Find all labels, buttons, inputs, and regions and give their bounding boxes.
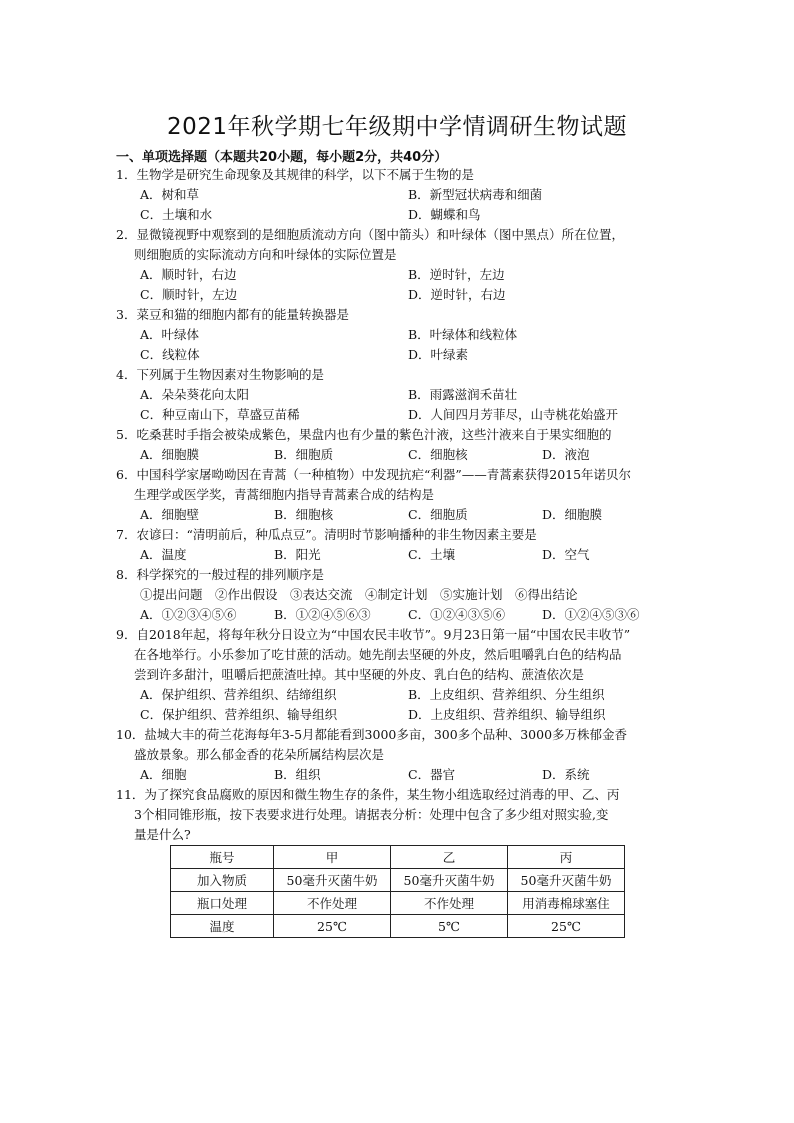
answer-option: C．细胞质 <box>408 507 468 522</box>
option-row <box>116 765 676 785</box>
answer-option: A．细胞壁 <box>140 507 200 522</box>
option-row <box>116 705 676 725</box>
option-row <box>116 685 676 705</box>
answer-option: D．蝴蝶和鸟 <box>408 207 481 222</box>
answer-option: B．新型冠状病毒和细菌 <box>408 187 543 202</box>
table-header-cell: 乙 <box>391 846 508 869</box>
question-stem-line: 3个相同锥形瓶，按下表要求进行处理。请据表分析：处理中包含了多少组对照实验,变 <box>134 807 609 822</box>
answer-option: B．细胞核 <box>274 507 334 522</box>
answer-option: A．温度 <box>140 547 187 562</box>
table-cell: 瓶口处理 <box>171 892 274 915</box>
answer-option: D．叶绿素 <box>408 347 469 362</box>
answer-option: C．种豆南山下，草盛豆苗稀 <box>140 407 300 422</box>
answer-option: D．人间四月芳菲尽，山寺桃花始盛开 <box>408 407 619 422</box>
answer-option: D．①②④⑤③⑥ <box>542 607 640 622</box>
answer-option: A．树和草 <box>140 187 200 202</box>
answer-option: B．叶绿体和线粒体 <box>408 327 518 342</box>
question-item <box>116 425 676 465</box>
option-row <box>116 505 676 525</box>
question-stem-line: 在各地举行。小乐参加了吃甘蔗的活动。她先削去坚硬的外皮，然后咀嚼乳白色的结构品 <box>134 647 622 662</box>
answer-option: C．①②④③⑤⑥ <box>408 607 506 622</box>
answer-option: C．线粒体 <box>140 347 200 362</box>
table-cell: 不作处理 <box>391 892 508 915</box>
answer-option: C．顺时针，左边 <box>140 287 238 302</box>
question-stem-line: 6．中国科学家屠呦呦因在青蒿（一种植物）中发现抗疟“利器”——青蒿素获得2015年诺贝尔 <box>116 467 632 482</box>
question-list <box>116 165 676 845</box>
answer-option: B．逆时针，左边 <box>408 267 505 282</box>
question-stem-line: 9．自2018年起，将每年秋分日设立为“中国农民丰收节”。9月23日第一届“中国农民丰收节” <box>116 627 631 642</box>
option-row <box>116 185 676 205</box>
question-item <box>116 165 676 225</box>
answer-option: D．逆时针，右边 <box>408 287 506 302</box>
answer-option: A．顺时针，右边 <box>140 267 237 282</box>
question-stem-line: 10．盐城大丰的荷兰花海每年3-5月都能看到3000多亩，300多个品种、3000多万株郁金香 <box>116 727 628 742</box>
table-header-cell: 甲 <box>274 846 391 869</box>
answer-option: A．①②③④⑤⑥ <box>140 607 237 622</box>
option-row <box>116 445 676 465</box>
question-item <box>116 525 676 565</box>
answer-option: A．保护组织、营养组织、结缔组织 <box>140 687 337 702</box>
answer-option: B．①②④⑤⑥③ <box>274 607 371 622</box>
question-item <box>116 305 676 365</box>
procedure-steps: ①提出问题 ②作出假设 ③表达交流 ④制定计划 ⑤实施计划 ⑥得出结论 <box>140 587 578 602</box>
option-row <box>116 385 676 405</box>
question-item <box>116 465 676 525</box>
answer-option: B．组织 <box>274 767 321 782</box>
answer-option: D．上皮组织、营养组织、输导组织 <box>408 707 606 722</box>
answer-option: A．细胞 <box>140 767 187 782</box>
question-stem-line: 2．显微镜视野中观察到的是细胞质流动方向（图中箭头）和叶绿体（图中黑点）所在位置， <box>116 227 624 242</box>
answer-option: D．细胞膜 <box>542 507 603 522</box>
option-row <box>116 325 676 345</box>
answer-option: C．土壤 <box>408 547 456 562</box>
question-stem-line: 7．农谚曰：“清明前后，种瓜点豆”。清明时节影响播种的非生物因素主要是 <box>116 527 537 542</box>
answer-option: C．细胞核 <box>408 447 468 462</box>
table-header-row <box>171 846 625 869</box>
table-cell: 50毫升灭菌牛奶 <box>391 869 508 892</box>
question-item <box>116 365 676 425</box>
question-stem-line: 1．生物学是研究生命现象及其规律的科学，以下不属于生物的是 <box>116 167 474 182</box>
option-row <box>116 605 676 625</box>
table-row <box>171 869 625 892</box>
answer-option: B．雨露滋润禾苗壮 <box>408 387 518 402</box>
question-item <box>116 625 676 725</box>
table-header-cell: 瓶号 <box>171 846 274 869</box>
question-item <box>116 785 676 845</box>
table-row <box>171 892 625 915</box>
table-row <box>171 915 625 938</box>
table-cell: 50毫升灭菌牛奶 <box>274 869 391 892</box>
table-cell: 25℃ <box>508 915 625 938</box>
question-stem-line: 11．为了探究食品腐败的原因和微生物生存的条件，某生物小组选取经过消毒的甲、乙、丙 <box>116 787 620 802</box>
answer-option: B．阳光 <box>274 547 321 562</box>
question-stem-line: 盛放景象。那么郁金香的花朵所属结构层次是 <box>134 747 385 762</box>
question-item <box>116 565 676 625</box>
exam-title: 2021年秋学期七年级期中学情调研生物试题 <box>166 114 628 140</box>
question-stem-line: 8．科学探究的一般过程的排列顺序是 <box>116 567 324 582</box>
answer-option: C．保护组织、营养组织、输导组织 <box>140 707 338 722</box>
option-row <box>116 405 676 425</box>
answer-option: C．器官 <box>408 767 456 782</box>
option-row <box>116 285 676 305</box>
table-cell: 25℃ <box>274 915 391 938</box>
question-stem-line: 生理学或医学奖，青蒿细胞内指导青蒿素合成的结构是 <box>134 487 435 502</box>
table-cell: 5℃ <box>391 915 508 938</box>
table-cell: 不作处理 <box>274 892 391 915</box>
question-stem-line: 则细胞质的实际流动方向和叶绿体的实际位置是 <box>134 247 397 262</box>
answer-option: D．液泡 <box>542 447 590 462</box>
answer-option: B．细胞质 <box>274 447 334 462</box>
question-item <box>116 725 676 785</box>
question-stem-line: 量是什么? <box>134 827 191 842</box>
table-cell: 温度 <box>171 915 274 938</box>
answer-option: B．上皮组织、营养组织、分生组织 <box>408 687 605 702</box>
question-item <box>116 225 676 305</box>
answer-option: A．朵朵葵花向太阳 <box>140 387 250 402</box>
experiment-table <box>170 845 625 938</box>
answer-option: C．土壤和水 <box>140 207 213 222</box>
table-cell: 50毫升灭菌牛奶 <box>508 869 625 892</box>
question-stem-line: 5．吃桑葚时手指会被染成紫色，果盘内也有少量的紫色汁液，这些汁液来自于果实细胞的 <box>116 427 612 442</box>
option-row <box>116 545 676 565</box>
answer-option: A．细胞膜 <box>140 447 200 462</box>
table-cell: 用消毒棉球塞住 <box>508 892 625 915</box>
question-stem-line: 尝到许多甜汁，咀嚼后把蔗渣吐掉。其中坚硬的外皮、乳白色的结构、蔗渣依次是 <box>134 667 585 682</box>
answer-option: A．叶绿体 <box>140 327 200 342</box>
table-cell: 加入物质 <box>171 869 274 892</box>
answer-option: D．系统 <box>542 767 590 782</box>
question-stem-line: 3．菜豆和猫的细胞内都有的能量转换器是 <box>116 307 349 322</box>
option-row <box>116 265 676 285</box>
section-heading: 一、单项选择题（本题共20小题，每小题2分，共40分） <box>116 150 448 165</box>
option-row <box>116 205 676 225</box>
question-stem-line: 4．下列属于生物因素对生物影响的是 <box>116 367 324 382</box>
table-header-cell: 丙 <box>508 846 625 869</box>
option-row <box>116 345 676 365</box>
answer-option: D．空气 <box>542 547 590 562</box>
